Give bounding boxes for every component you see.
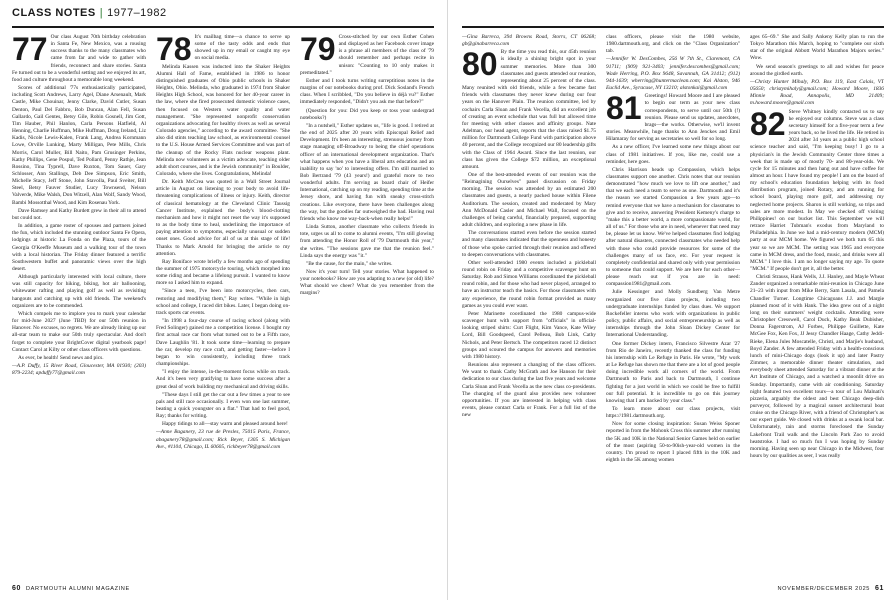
class-1978-column bbox=[156, 34, 290, 570]
page-number: 60 bbox=[12, 585, 21, 592]
class-note-paragraph: In addition, a game roster of spouses and partners joined the fun, which included the stunning outdoor Santa Fe Opera, lodgings at historic La Fonda on the Plaza, tours of the Georgia O'Keeffe Museum and a walking tour of the town with a local historian. The Friday dinner featured a terrific Southwestern buffet and panoramic views over the high desert. bbox=[12, 223, 146, 272]
class-year-dropcap: 77 bbox=[12, 34, 48, 67]
class-year-dropcap: 81 bbox=[606, 90, 642, 127]
class-note-paragraph: We send season's greetings to all and wishes for peace around the girdled earth. bbox=[750, 63, 884, 77]
section-years: 1977–1982 bbox=[107, 7, 167, 19]
header-divider: | bbox=[99, 7, 104, 19]
class-note-paragraph: 78 It's mailbag time—a chance to serve up some of the tasty odds and ends that showed up in my email or caught my eye on social media. bbox=[156, 34, 290, 67]
class-note-paragraph: 81 Greetings! Howard Moore and I are pleased to begin our term as your new class correspondents, to serve until our 50th (!) reunion. Please send us updates, anecdotes, brags—the works. Otherwise, we'll invent stories. Meanwhile, huge thanks to Ann Jenckes and Emil Hilamaray for serving as secretaries so well for so long. bbox=[606, 90, 740, 143]
class-note-paragraph: "In 1998 a four-day course of racing school (along with Fred Solinger) gained me a competition license. I bought my first actual race car from what turned out to be a Fifth race, Dave Laughlin '81. It took some time—learning to prepare the car, develop my race craft, and getting faster—before I began to win consistently, including three track championships. bbox=[156, 318, 290, 368]
magazine-name: DARTMOUTH ALUMNI MAGAZINE bbox=[26, 586, 130, 592]
correspondent-signature: —A.P. Duffy, 15 River Road, Gloucester, MA 01930; (203) 879-2234; apduffy77@gmail.com bbox=[12, 363, 146, 377]
class-1982-column bbox=[750, 34, 884, 570]
page-footer-left bbox=[12, 585, 130, 592]
class-note-paragraph: Now it's your turn! Tell your stories. What happened to your notebooks? How are you adapting to a new (or old) life? What should we cheer? What do you remember from the margins? bbox=[300, 269, 434, 297]
class-note-paragraph: Peter Marinette coordinated the 1980 campus-wide scavenger hunt with support from "officials" in official-looking striped shirts: Curt Flight, Kim Vance, Kate Wiley Lord, Bill Goodspeed, Carol Pelleau, Bob Link, Cathy Nichols, and Peter Bertsch. The competitors raced 12 distinct groups and scoured the campus for answers and memories with 1980 history. bbox=[462, 310, 596, 360]
class-note-paragraph: "I enjoy the intense, in-the-moment focus while on track. And it's been very gratifying to have some success after a great deal of work building my mechanical and driving skills. bbox=[156, 369, 290, 390]
class-note-paragraph: "In a nutshell," Esther updates us, "life is good. I retired at the end of 2025 after 20 years with Episcopal Relief and Development. It's been an interesting, strenuous journey from stage managing off-Broadway to being the chief operations officer of an international development organization. That's what happens when you have a liberal arts education and an inability to say 'no' to interesting offers. I'm still married to Bob Bertrand '79 (43 years!) and grateful more to two wonderful adults. I'm serving as board chair of Heifer International, catching up on my reading, spending time at the Jersey shore, and having fun with sneaky cross-stitch creations. Like everyone, there have been challenges along the way, but the goodies far outweighed the bad. Having real friends who know me way-back-when really helps!" bbox=[300, 122, 434, 222]
correspondent-signature: —Anne Baganery, 23 rue de Presles, 75015 Paris, France, abaganery78@gmail.com; Rick Beyer, 1305 S. Michigan Ave., #1104, Chicago, IL 60605, rickbeyer78@gmail.com bbox=[156, 429, 290, 450]
right-columns bbox=[462, 34, 884, 570]
section-header bbox=[12, 0, 434, 28]
left-columns bbox=[12, 34, 434, 570]
correspondent-signature: —Jennifer W. DesCombes, 256 W 7th St., Claremont, CA 91711; (909) 921-3403; jennifer.descombes@gmail.com; Wade Herring, P.O. Box 9648, Savannah, GA 31412; (912) 944-1639; wherring@huntermaclean.com; Kai Alston, 946 Euclid Ave., Syracuse, NY 13210; alstonkai@gmail.com bbox=[606, 56, 740, 92]
class-1977-column bbox=[12, 34, 146, 570]
class-note-paragraph: Chris Harrison heads up Compassion, which helps classmates support one another. Chris notes that our reunion demonstrated "how much we love to lift one another," and that we each need a team to serve as one. Dartmouth and it's the reason we started Compassion a few years ago—to remind everyone that we have a mechanism for classmates to give and to receive, answering President Kemeny's charge to "make this a better world, a more compassionate world, for all of us." For those who are in need, whenever that need may be, please let us know. We've helped classmates find lodging after natural disasters, connected classmates who needed help with those who could provide resources for some of the challenges many of us face, etc. For your request is completely confidential and shared only with your permission to someone that could support. We are here for each other—please reach out if you are in need: compassion1981@gmail.com. bbox=[606, 166, 740, 288]
class-note-paragraph: Happy tidings to all—stay warm and pleased around here! bbox=[162, 421, 288, 428]
class-year-dropcap: 82 bbox=[750, 105, 786, 142]
class-year-dropcap: 79 bbox=[300, 34, 336, 67]
class-note-paragraph: Although particularly interested with local culture, there was still capacity for hiking, biking, hot air ballooning, whitewater rafting and playing golf as well as revisiting hangouts and catching up with old friends. The weekend's organizers are to be commended. bbox=[12, 274, 146, 309]
page-footer-right bbox=[778, 585, 884, 592]
class-note-paragraph: "These days I still get the car out a few times a year to see pals and still race occasionally. I even won one last summer, beating a quick youngster on a flat." That had to feel good, Ray; thanks for writing. bbox=[156, 391, 290, 420]
class-note-paragraph: Now for some closing inspiration: Susan Weiss Sponer reported in from the Mohonk Cross this summer after running the 5K and 10K in the National Senior Games held on earlier of the most (aspiring 50-to-90ish-year-old women in the country. I'm proud to report I placed fifth in the 10K and eighth in the 5K among women bbox=[606, 421, 740, 464]
correspondent-signature: —Gina Barreca, 394 Browns Road, Storrs, CT 06268; gb@ginabarreca.com bbox=[462, 34, 596, 48]
class-note-paragraph: Esther and I took turns writing surreptitious notes in the margins of our notebooks during prof. Dick Sosland's French class. When I scribbled, "Do you believe in déjà vu?" Esther immediately responded, "Didn't you ask me that before?" bbox=[300, 77, 434, 106]
section-title: CLASS NOTES bbox=[12, 7, 96, 19]
class-note-paragraph: To learn more about our class projects, visit https://1981.dartmouth.org. bbox=[606, 405, 740, 420]
class-note-paragraph: As a new officer, I've learned some new things about our class of 1981 initiatives. If you, like me, could use a reminder, here goes. bbox=[606, 144, 740, 165]
page-number: 61 bbox=[875, 585, 884, 592]
class-year-dropcap: 80 bbox=[462, 46, 498, 83]
class-year-dropcap: 78 bbox=[156, 34, 192, 67]
correspondent-signature: —Christy Hunter Mihaly, P.O. Box 119, East Calais, VT 05650; christymihaly@gmail.com; Howard Moore, 1836 Minnie Road, Annapolis, MD 21409; m.howard.moore@gmail.com bbox=[750, 78, 884, 107]
class-note-paragraph: 80 By the time you read this, our 45th reunion is ideally a shining bright spot in your summer memories. More than 300 classmates and guests attended our reunion, representing about 25 percent of the class. Many reunited with old friends, while a few became fast friends with classmates they never knew during our four years on the Hanover Plain. The reunion committee, led by cochairs Carla Sloan and Frank Vecella, did an excellent job of creating an event schedule that was full but allowed time for meeting with other classes and affinity groups. Nate Adelman, our head agent, reports that the class raised $1.75 million for Dartmouth College Fund with participation above 40 percent, and the College recognized our 80 leadership gifts with the Class of 1964 Award. Since the last reunion, our class has given the College $72 million, an exceptional amount. bbox=[462, 46, 596, 170]
class-note-paragraph: As ever, be health! Send news and pics. bbox=[18, 354, 104, 361]
class-note-paragraph: "Since a teen, I've been into motorcycles, then cars, restoring and modifying them," Ray writes. "While in high school and college, I raced dirt bikes. Later, I began doing on-track sports car events. bbox=[156, 288, 290, 316]
class-note-paragraph: Dr. Keith McCrea was quoted in a Wall Street Journal article in August on listening to your body to avoid life-threatening complications of illness or injury. Keith, director of classical hematology at the Cleveland Clinic Taussig Cancer Institute, explained the body's blood-clotting mechanism and how it might not reset the way it's supposed to as the body time to heal, underlining the importance of paying attention to symptoms, especially unusual or sudden onset ones. Good advice for all of us at this stage of life! Thanks to Mark Arnold for bringing the article to my attention. bbox=[156, 179, 290, 257]
class-note-paragraph: The conversations started even before the session started and many classmates indicated that the openness and honesty of those who spoke carried through their reunion and offered to deepen conversations with classmates. bbox=[462, 230, 596, 258]
class-note-paragraph: Melinda Kassen was inducted into the Shaker Heights Alumni Hall of Fame, established in 1986 to honor distinguished graduates of Ohio public schools in Shaker Heights, Ohio. Melinda, who graduated in 1974 from Shaker Heights High School, was honored for her 40-year career in the law, where she fired prosecuted domestic violence cases, then focused on Western water quality and water management. "She represented nonprofit conservation organizations advocating for healthy rivers as well as several Colorado agencies," according to the award committee. "She also did stints teaching law school, as environmental counsel to the U.S. House Armed Services Committee and was part of the cleanup of the Rocky Flats nuclear weapons plant. Melinda now volunteers as a victim advocate, teaching older adult short courses, and is the Jewish community" in Boulder, Colorado, where she lives. Congratulations, Melinda! bbox=[156, 63, 290, 177]
class-note-paragraph: class officers, please visit the 1980 website, 1980.dartmouth.org, and click on the "Class Organization" tab. bbox=[606, 34, 740, 55]
class-note-paragraph: One former Dickey intern, Francisco Silvestre Azar '27 from Rio de Janeiro, recently thanked the class for funding his internship with Le Refuge in Paris. He wrote, "My work at Le Refuge has shown me that there are a lot of good people doing incredible work all corners of the world. From Dartmouth to Paris and back to Dartmouth, I continue fighting for a just world in which we could be free to fulfill our full potential. It is incredible to go on this journey knowing that I am backed by your class." bbox=[606, 340, 740, 404]
class-note-paragraph: (Question for you: Did you keep or toss your undergrad notebooks?) bbox=[300, 107, 434, 121]
class-note-paragraph: Scores of additional '77s enthusiastically participated, including Scott Andrews, Larry Agel, Diane Arsenault, Mark Castle, Mike Chouinar, Jenny Clarke, David Cutler, Susan Denton, Paul Del Fabbro, Bob Duncan, Alan Fell, Susan Gallardo, Gail Gentes, Betsy Gile, Robin Gosnell, Jim Gott, Tim Hauber, Phil Hanlon, Carla Persons Hatfield, Al Henning, Charlie Huffman, Mike Huffman, Doug Ireland, Liz Kadis, Nicole Lewis-Kalen, Frank Lang, Andrea Kornmann Lowe, Orville Lunking, Marty Milligan, Pete Mills, Chris Morris, Carol Muller, Bill Naito, Pam Grusinger Perkins, Kathy Phillips, Gene Pospul, Ted Pollard, Penny Rathje, Jean Rossino, Tina Typrell, Dave Ruxton, Tom Sauer, Gary Schlosser, Ann Stallings, Deb Dee Simpson, Eric Smith, Michelle Stacy, Jeff Stone, John Stavolla, Paul Sveiter, Bill Steel, Betsy Fauver Studier, Lucy Townsend, Nelson Valverde, Mike Walsh, Don Witzell, Alan Wolf, Sandy Wood, Bambi Mossotthal Wood, and Kim Rosenau York. bbox=[12, 85, 146, 206]
class-note-paragraph: Reunions also represent a changing of the class officers. We want to thank Cathy McGrath and Joe Hanson for their dedication to our class during the last five years and welcome Carla Sloan and Frank Vecella as the new class co-presidents. The changing of the guard also provides new volunteer opportunities. If you are interested in helping with class events, please contact Carla or Frank. For a full list of the new bbox=[462, 362, 596, 419]
class-note-paragraph: Christi Strauss, Hank Wells, J.J. Hanley, and Mayle Wheat Zander organized a remarkable mini-reunion in Chicago June 21–23 with input from Mike Berry, Sam Lasala, and Pamela Chandler Turner. Longtime Chicagoans J.J. and Margie planned most of it with Hank. The idea grew out of a night long on their summers' weight cocktails. Attending were Christopher Cresswell, Carol Duck, Kathy Beak Dubisher, Donna Fagerstrom, AJ Forbes, Philippe Guillette, Kate McGee Fox, Ken Fox, JJ Jessy Chandler Haage, Cathy Jeddi-Rieke, Elena Jules Moscatelle, Christi, and Marjie's husband, Boyd Zander. A few attended Friday with a health-conscious lunch of mini-Chicago dogs (look it up) and later Pastry Zimmer, a memorable dinner theater simulation, and everybody sheet attended Saturday for a vibrant dinner at the Art Institute of Chicago, and a watched a moonlit drive on Sunday. Importantly, came with air conditioning. Saturday night featured two excellent tours—a tour of Lou Malnati's pizzeria, arguably the oldest and best Chicago deep-dish purveyor, followed by a magical sunset architectural boat cruise on the Chicago River, with a friend of Christopher's as our expert guide. We closed with drinks at a swank local bar. Unfortunately, rain and storms foreclosed the Sunday Lakefront Trail walk and the Lincoln Park Zoo to avoid heatstroke. I had so much fun I was hoping by Sunday morning. Having seen up near Chicago in the Midwest, four hours by our qualities as seer, I was really bbox=[750, 274, 884, 460]
class-note-paragraph: Julie Kessinger and Molly Sundberg Van Metre reorganized our five class projects, including two undergraduate internships funded by class dues. We support Rockefeller interns who work with organizations in public policy, public affairs, and social entrepreneurship as well as internships through the John Sloan Dickey Center for International Understanding. bbox=[606, 289, 740, 339]
class-note-paragraph: 82 Steve Whitney kindly contacted us to say he enjoyed our columns. Steve was a class secretary himself for a five-year term a few years back, so he lived the life. He retired in 2024 after 34 years as a public high school science teacher and said, "I'm keeping busy! I go to a physician's in the Jewish Community Center three times a week that is made up of mostly 70- and 80-year-olds. We cycle for 15 minutes and then hang out and have coffee for almost an hour. I have found my people! I am on the board of my school's education foundation helping with its food distribution program, joined Rotary, and am running for school board, playing more golf, and addressing my neglected home projects. Sharon is still working, so trips and sales are more modest. In May we checked off visiting Philippines! on our bucket list. This September we will retrace Harriet Tubman's exodus from Maryland to Philadelphia. In June we had a mid-century modern (MCM) party at our MCM home. We figured we both turn 65 this year so we are MCM. The setting was 1965 and everyone came in MCM dress, and the food, music, and drinks were all MCM." I love this. I am no longer saying my age. To quote "MCM." If people don't get it, all the better. bbox=[750, 105, 884, 272]
class-note-paragraph: Which compels me to implore you to mark your calendar for mid-June 2027 (June TBD) for our 50th reunion in Hanover. No excuses, no regrets. We are already lining up our all-star team to make our 50th truly spectacular. And don't forget to complete your BrightCover digital yearbook page! Contact Carol at Kilty or other class officers with questions. bbox=[12, 310, 146, 353]
right-page bbox=[448, 0, 896, 600]
class-note-paragraph: Ray Boniface wrote briefly a few months ago of spending the summer of 1975 motorcycle touring, which morphed into some riding and became a lifelong pursuit. I wanted to know more so I asked him to expand. bbox=[156, 258, 290, 287]
class-note-paragraph: 77 Our class August 70th birthday celebration in Santa Fe, New Mexico, was a rousing success thanks to the many classmates who came from far and wide to gather with friends, reconnect and share stories. Santa Fe turned out to be a wonderful setting and we enjoyed its art, food and culture throughout a memorable long weekend. bbox=[12, 34, 146, 83]
class-1979-column bbox=[300, 34, 434, 570]
section-header-right-rule bbox=[462, 0, 884, 28]
class-note-paragraph: ages 65–69." She and Sally Ankeny Kelly plan to run the Tokyo Marathon this March, hoping to "complete our sixth star of the original Abbott World Marathon Majors series." Wow. bbox=[750, 34, 884, 62]
class-note-paragraph: One of the best-attended events of our reunion was the "Reimagining Ourselves" panel discussion on Friday morning. The session was attended by an estimated 200 classmates and guests, a nearly packed house within Filene Auditorium. The session, created and moderated by Mary Ann McDonald Casler and Michael Wall, focused on the challenges of being careful, financially prepared, supporting adult children, and exploring a new phase in life. bbox=[462, 171, 596, 229]
class-note-paragraph: 79 Cross-stitched by our own Esther Cohen and displayed as her Facebook cover image is a phrase all members of the class of '79 should remember and perhaps recite in unison: "Counting to 10 only makes it premeditated." bbox=[300, 34, 434, 76]
class-note-paragraph: Other well-attended 1980 events included a pickleball round robin on Friday and a competitive scavenger hunt on Saturday. Rob and Simon Williams coordinated the pickleball round robin, and for those who had never played, arranged to have an instructor teach the basics. For those classmates with any experience, the round robin format provided as many games as you could ever want. bbox=[462, 259, 596, 309]
class-note-paragraph: Linda Sutton, another classmate who collects friends in tote, urges us all to come to alumni events, "I'm still glowing from attending the Honor Roll of '79 Dartmouth this year," she writes. "The sessions gave me that the reunion feel." Linda says the energy was "it." bbox=[300, 224, 434, 259]
issue-date: NOVEMBER/DECEMBER 2025 bbox=[777, 586, 870, 592]
class-1980-column bbox=[462, 34, 596, 570]
class-note-paragraph: Dave Ramsey and Kathy Burdett grew in their all to attend but could not. bbox=[12, 207, 146, 221]
class-note-paragraph: "Be the cause, for the main," she writes. bbox=[306, 260, 393, 267]
class-1981-column bbox=[606, 34, 740, 570]
